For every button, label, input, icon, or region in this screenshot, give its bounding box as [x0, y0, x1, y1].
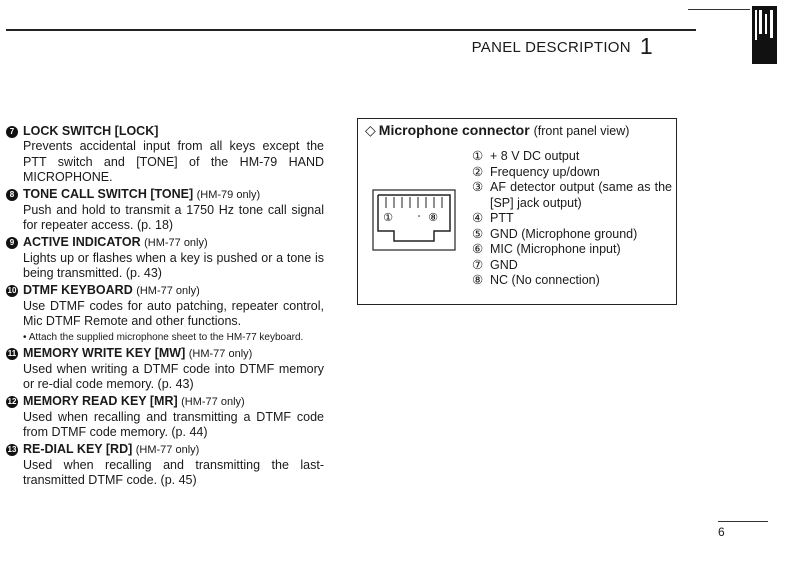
pin-list — [472, 149, 672, 289]
pin-row — [472, 273, 672, 289]
mic-connector-title: Microphone connector — [378, 122, 530, 138]
section-title: PANEL DESCRIPTION — [471, 39, 631, 56]
pin-number: ⑤ — [472, 226, 484, 241]
pin-row — [472, 227, 672, 243]
item-marker: 12 — [7, 396, 17, 406]
item-title: DTMF KEYBOARD — [23, 282, 133, 297]
pin-label: + 8 V DC output — [490, 149, 580, 163]
list-item — [6, 441, 324, 489]
item-marker: 9 — [6, 237, 18, 249]
item-note: (HM-79 only) — [196, 188, 261, 201]
pin-number: ⑥ — [472, 242, 484, 256]
item-description: Used when recalling and transmitting the last-transmitted DTMF code. (p. 45) — [23, 457, 324, 487]
pin-row — [472, 258, 672, 274]
item-title: ACTIVE INDICATOR — [23, 234, 141, 249]
item-list — [6, 123, 324, 489]
item-title: RE-DIAL KEY [RD] — [23, 441, 133, 456]
corner-line — [688, 9, 750, 10]
item-description: Used when recalling and transmitting a DTMF code from DTMF code memory. (p. 44) — [23, 409, 324, 439]
pin-number: ② — [472, 164, 484, 179]
item-marker: 8 — [6, 189, 18, 201]
item-title: LOCK SWITCH [LOCK] — [23, 124, 159, 138]
pin-number: ③ — [472, 180, 484, 194]
pin-number: ① — [472, 149, 484, 163]
pin-number: ⑦ — [472, 257, 484, 272]
header-rule — [6, 29, 696, 31]
mic-connector-heading — [365, 122, 629, 139]
item-note: (HM-77 only) — [135, 443, 200, 456]
item-description: Lights up or flashes when a key is pushed or a tone is being transmitted. (p. 43) — [23, 250, 324, 280]
item-description: Prevents accidental input from all keys except the PTT switch and [TONE] of the HM-79 HAND MICROPHONE. — [23, 139, 324, 184]
pin-row — [472, 149, 672, 165]
connector-pin-label-left: ① — [383, 211, 393, 224]
item-subnote: • Attach the supplied microphone sheet to the HM-77 keyboard. — [23, 331, 304, 343]
mic-connector-subtitle: (front panel view) — [533, 124, 630, 138]
item-note: (HM-77 only) — [136, 284, 200, 297]
list-item — [6, 345, 324, 393]
page-header — [472, 33, 653, 60]
connector-pin-label-right: ⑧ — [428, 211, 438, 224]
diamond-icon: ◇ — [365, 122, 376, 138]
chapter-thumb-tab — [752, 6, 777, 64]
pin-label: MIC (Microphone input) — [490, 242, 621, 256]
item-title: TONE CALL SWITCH [TONE] — [23, 186, 194, 201]
item-marker: 7 — [6, 126, 18, 138]
modular-jack-diagram — [372, 189, 456, 251]
pin-label: GND (Microphone ground) — [490, 226, 638, 241]
item-description: Use DTMF codes for auto patching, repeater control, Mic DTMF Remote and other functions. — [23, 298, 324, 328]
item-marker: 10 — [7, 285, 17, 295]
list-item — [6, 123, 324, 186]
microphone-connector-box — [357, 118, 677, 305]
pin-number: ④ — [472, 211, 484, 225]
list-item — [6, 234, 324, 282]
footer-rule — [718, 521, 768, 522]
pin-label: AF detector output (same as the [SP] jack output) — [490, 180, 672, 210]
page-number: 6 — [718, 525, 725, 539]
item-note: (HM-77 only) — [181, 395, 245, 408]
chapter-number: 1 — [639, 33, 653, 59]
item-title: MEMORY READ KEY [MR] — [23, 393, 178, 408]
item-description: Used when writing a DTMF code into DTMF memory or re-dial code memory. (p. 43) — [23, 361, 324, 391]
item-marker: 13 — [7, 444, 17, 454]
item-marker: 11 — [7, 348, 17, 358]
list-item — [6, 186, 324, 234]
item-description: Push and hold to transmit a 1750 Hz tone call signal for repeater access. (p. 18) — [23, 202, 324, 232]
pin-row — [472, 211, 672, 227]
pin-label: PTT — [490, 211, 514, 225]
pin-label: GND — [490, 257, 518, 272]
item-note: (HM-77 only) — [144, 236, 208, 249]
pin-row — [472, 165, 672, 181]
pin-row — [472, 180, 672, 211]
list-item — [6, 282, 324, 345]
list-item — [6, 393, 324, 441]
pin-row — [472, 242, 672, 258]
pin-number: ⑧ — [472, 273, 484, 287]
pin-label: NC (No connection) — [490, 273, 600, 287]
item-title: MEMORY WRITE KEY [MW] — [23, 345, 186, 360]
item-note: (HM-77 only) — [188, 347, 253, 360]
pin-label: Frequency up/down — [490, 164, 600, 179]
